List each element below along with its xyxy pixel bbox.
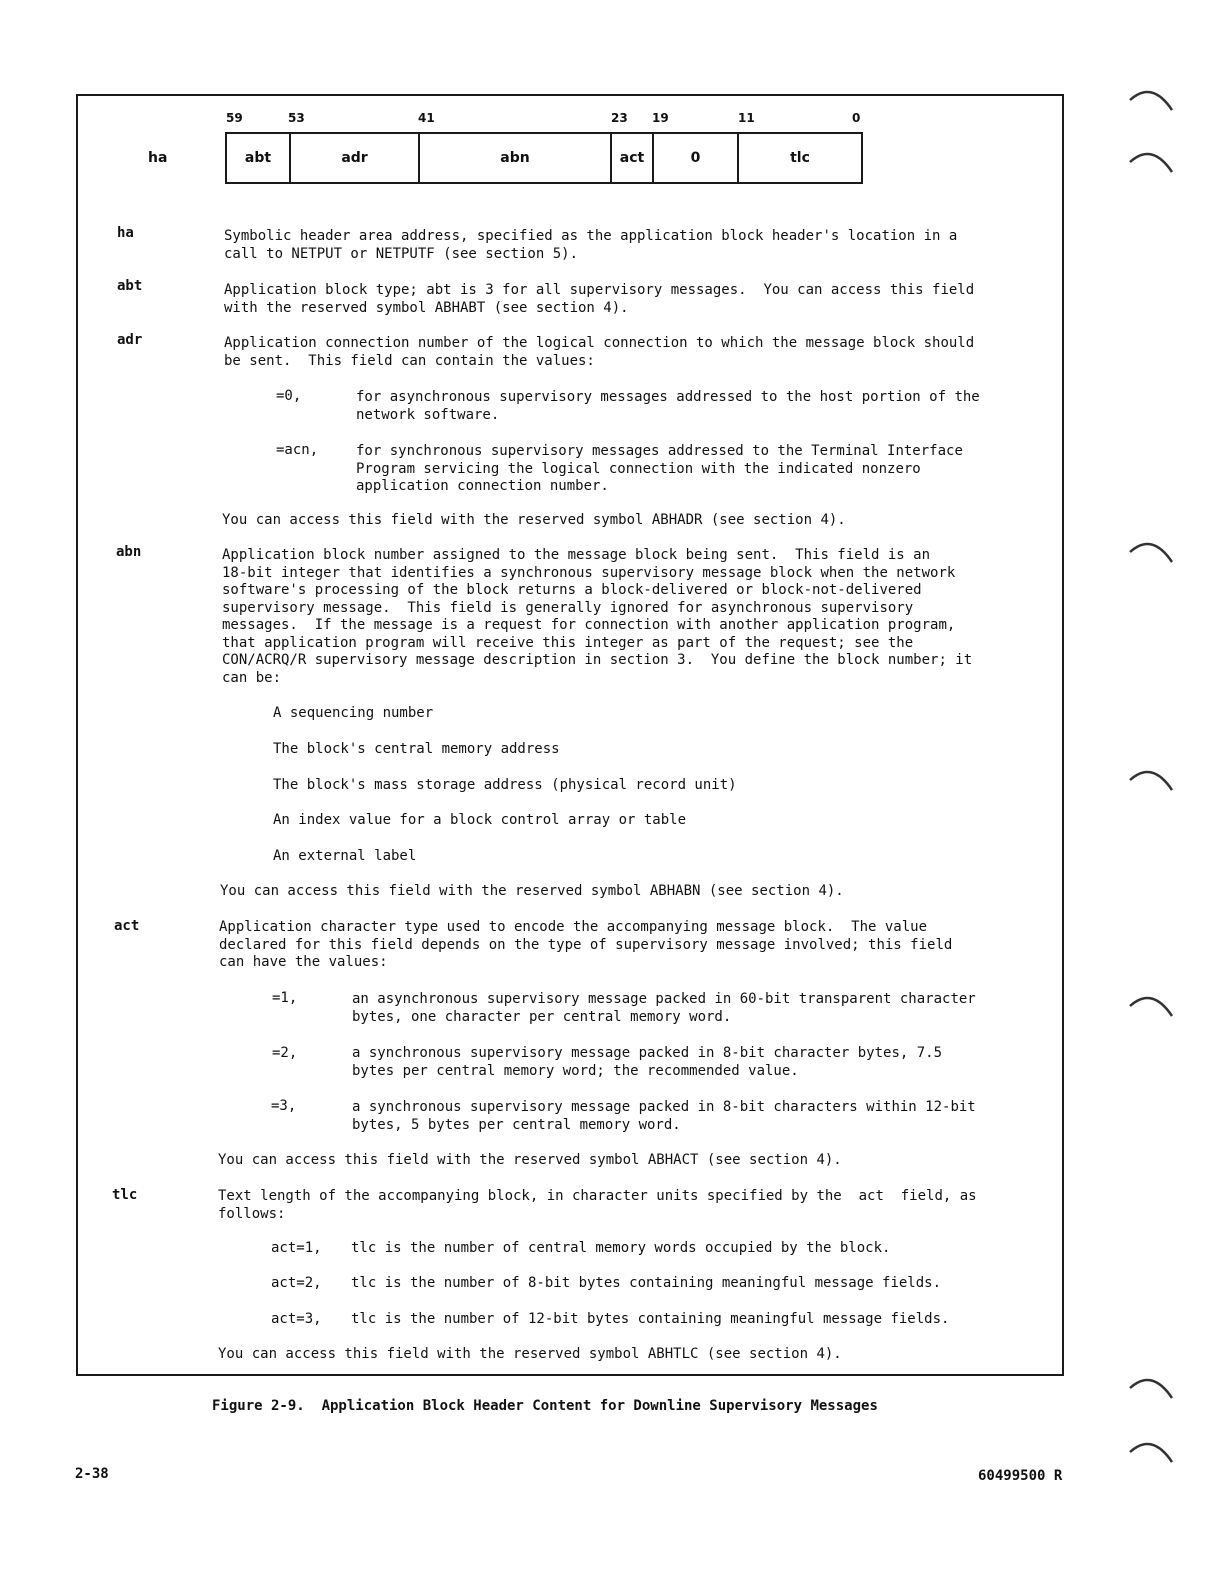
bit-label-19: 19 [652, 111, 669, 125]
def-abt: Application block type; abt is 3 for all supervisory messages. You can access this field with the reserved symbol ABHABT (see section 4). [224, 282, 975, 316]
term-abt: abt [117, 278, 143, 294]
term-tlc: tlc [112, 1187, 138, 1203]
tlc-value-text: tlc is the number of central memory words occupied by the block. [351, 1240, 891, 1256]
adr-value-key: =0, [276, 388, 302, 404]
abn-access-note: You can access this field with the reserved symbol ABHABN (see section 4). [220, 883, 844, 899]
adr-value-key: =acn, [276, 442, 319, 458]
def-adr: Application connection number of the logical connection to which the message block should be sent. This field can contain the values: [224, 335, 975, 369]
act-value-key: =3, [271, 1098, 297, 1114]
tlc-value-key: act=3, [271, 1311, 322, 1327]
list-item: A sequencing number [273, 705, 434, 721]
def-tlc: Text length of the accompanying block, in character units specified by the act field, as follows: [218, 1188, 977, 1222]
bit-label-41: 41 [418, 111, 435, 125]
adr-value-text: for asynchronous supervisory messages addressed to the host portion of the network software. [356, 389, 980, 423]
act-value-key: =1, [272, 990, 298, 1006]
bit-label-53: 53 [288, 111, 305, 125]
field-abt: abt [227, 134, 291, 182]
tlc-value-text: tlc is the number of 12-bit bytes containing meaningful message fields. [351, 1311, 950, 1327]
field-tlc: tlc [790, 150, 810, 166]
adr-access-note: You can access this field with the reserved symbol ABHADR (see section 4). [222, 512, 846, 528]
adr-value-text: for synchronous supervisory messages addressed to the Terminal Interface Program servicing the logical connection with the indicated nonzero application connection number. [356, 443, 963, 494]
tlc-access-note: You can access this field with the reserved symbol ABHTLC (see section 4). [218, 1346, 842, 1362]
field-act: act [612, 134, 654, 182]
document-number: 60499500 R [978, 1468, 1063, 1484]
list-item: An index value for a block control array or table [273, 812, 687, 828]
binder-hole-mark [1128, 764, 1176, 798]
binder-hole-mark [1128, 1372, 1176, 1406]
bit-label-0: 0 [852, 111, 861, 125]
header-field-diagram [225, 132, 863, 184]
figure-caption: Figure 2-9. Application Block Header Content for Downline Supervisory Messages [212, 1398, 878, 1414]
binder-hole-mark [1128, 146, 1176, 180]
header-area-label: ha [148, 150, 168, 166]
binder-hole-mark [1128, 84, 1176, 118]
binder-hole-mark [1128, 990, 1176, 1024]
list-item: An external label [273, 848, 417, 864]
field-abn: abn [420, 134, 612, 182]
bit-label-11: 11 [738, 111, 755, 125]
page-number: 2-38 [75, 1466, 109, 1482]
bit-label-59: 59 [226, 111, 243, 125]
act-value-key: =2, [272, 1045, 298, 1061]
tlc-value-key: act=2, [271, 1275, 322, 1291]
list-item: The block's central memory address [273, 741, 560, 757]
act-value-text: a synchronous supervisory message packed in 8-bit characters within 12-bit bytes, 5 bytes per central memory word. [352, 1099, 976, 1133]
def-ha: Symbolic header area address, specified as the application block header's location in a call to NETPUT or NETPUTF (see section 5). [224, 228, 958, 262]
field-adr: adr [291, 134, 420, 182]
term-act: act [114, 918, 140, 934]
act-value-text: a synchronous supervisory message packed in 8-bit character bytes, 7.5 bytes per central memory word; the recommended value. [352, 1045, 943, 1079]
list-item: The block's mass storage address (physical record unit) [273, 777, 737, 793]
field-zero: 0 [654, 134, 739, 182]
term-adr: adr [117, 332, 143, 348]
term-abn: abn [116, 544, 142, 560]
def-abn: Application block number assigned to the message block being sent. This field is an 18-bit integer that identifies a synchronous supervisory message block when the network software's processing of the block returns a block-delivered or block-not-delivered supervisory message. This field is generally ignored for asynchronous supervisory messages. If the message is a request for connection with another application program, that application program will receive this integer as part of the request; see the CON/ACRQ/R supervisory message description in section 3. You define the block number; it can be: [222, 547, 973, 686]
act-value-text: an asynchronous supervisory message packed in 60-bit transparent character bytes, one character per central memory word. [352, 991, 976, 1025]
act-access-note: You can access this field with the reserved symbol ABHACT (see section 4). [218, 1152, 842, 1168]
tlc-value-key: act=1, [271, 1240, 322, 1256]
term-ha: ha [117, 225, 134, 241]
tlc-value-text: tlc is the number of 8-bit bytes containing meaningful message fields. [351, 1275, 942, 1291]
def-act: Application character type used to encode the accompanying message block. The value declared for this field depends on the type of supervisory message involved; this field can have the values: [219, 919, 953, 970]
binder-hole-mark [1128, 536, 1176, 570]
bit-label-23: 23 [611, 111, 628, 125]
binder-hole-mark [1128, 1436, 1176, 1470]
